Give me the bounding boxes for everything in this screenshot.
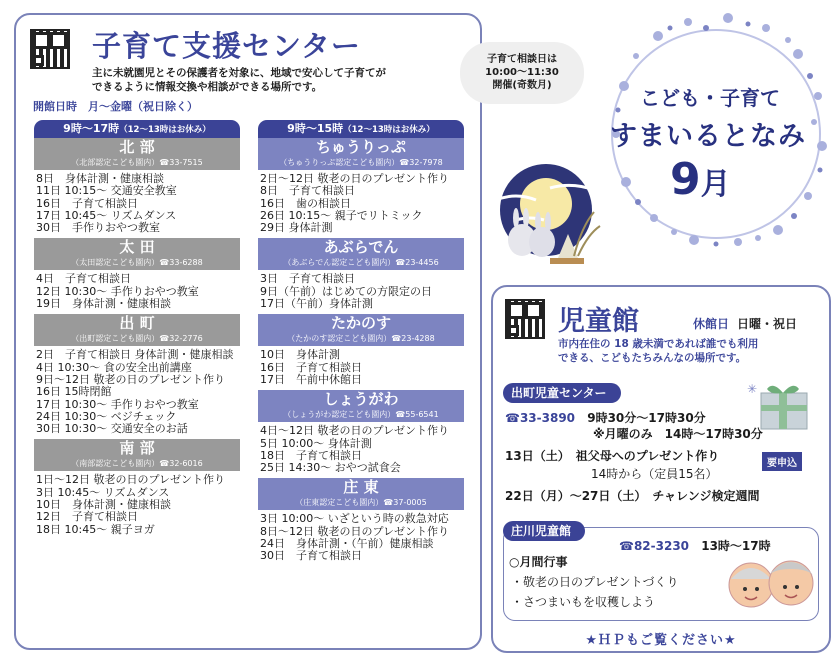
event-item: 12日 子育て相談日 [36, 510, 138, 524]
demachi-event-1-detail: 14時から（定員15名） [591, 467, 718, 481]
event-item: 16日 歯の相談日 [260, 196, 351, 210]
event-item: 5日 10:00～ 身体計測 [260, 436, 372, 450]
event-item: 8日～12日 敬老の日のプレゼント作り [260, 524, 450, 538]
open-days: 開館日時 月～金曜（祝日除く） [33, 100, 198, 113]
event-list [258, 510, 464, 566]
left-schedule-column [34, 120, 240, 540]
event-item: 12日 10:30～ 手作りおやつ教室 [36, 284, 199, 298]
event-item: 17日（午前）身体計測 [260, 297, 373, 311]
facility-name: たかのす [258, 314, 464, 333]
event-item: 4日 10:30～ 食の安全出前講座 [36, 360, 192, 374]
facility-section [258, 138, 464, 238]
gift-box-icon [741, 379, 811, 431]
month-label: 9月 [670, 154, 731, 205]
event-item: 16日 子育て相談日 [260, 360, 362, 374]
facility-name: 太 田 [34, 238, 240, 257]
event-item: 24日 身体計測・（午前）健康相談 [260, 537, 434, 551]
shokawa-tel: ☎82-3230 13時～17時 [619, 539, 771, 553]
jidoukan-panel [491, 285, 831, 653]
consult-bubble: 子育て相談日は 10:00～11:30 開催(奇数月) [460, 42, 584, 104]
event-item: 26日 10:15～ 親子でリトミック [260, 208, 423, 222]
facility-section [258, 390, 464, 478]
event-item: 16日 15時閉館 [36, 385, 112, 399]
facility-section [34, 238, 240, 314]
event-item: 17日 午前中休館日 [260, 372, 362, 386]
facility-contact: （しょうがわ認定こども園内）☎55-6541 [258, 409, 464, 422]
event-item: 16日 子育て相談日 [36, 196, 138, 210]
event-item: 9日（午前）はじめての方限定の日 [260, 284, 432, 298]
facility-name: 南 部 [34, 439, 240, 458]
facility-section [258, 478, 464, 566]
event-item: 30日 手作りおやつ教室 [36, 221, 160, 235]
facility-name: あぶらでん [258, 238, 464, 257]
event-item: 10日 身体計測・健康相談 [36, 498, 171, 512]
monthly-subtitle: こども・子育て [640, 86, 780, 110]
demachi-tel: ☎33-3890 9時30分～17時30分 [505, 411, 706, 425]
event-item: 2日 子育て相談日 身体計測・健康相談 [36, 348, 234, 362]
event-list [258, 170, 464, 238]
event-item: 30日 子育て相談日 [260, 549, 362, 563]
facility-contact: （出町認定こども園内）☎32-2776 [34, 333, 240, 346]
hp-notice: ★ＨＰもご覧ください★ [585, 633, 737, 648]
monthly-title-badge [598, 6, 830, 278]
facility-name: 出 町 [34, 314, 240, 333]
shokawa-item-1: ・敬老の日のプレゼントづくり [511, 575, 679, 589]
jidoukan-title: 児童館 [558, 306, 639, 337]
facility-section [34, 439, 240, 539]
facility-contact: （ちゅうりっぷ認定こども園内）☎32-7978 [258, 157, 464, 170]
grandparents-icon [725, 545, 817, 615]
jidoukan-description: 市内在住の 18 歳未満であれば誰でも利用 できる、こどもたちみんなの場所です。 [558, 338, 759, 364]
facility-section [34, 314, 240, 439]
left-column-header: 9時～17時（12～13時はお休み） [34, 120, 240, 138]
facility-name: 北 部 [34, 138, 240, 157]
event-item: 17日 10:45～ リズムダンス [36, 208, 177, 222]
event-list [258, 270, 464, 314]
event-item: 24日 10:30～ ベジチェック [36, 409, 177, 423]
event-item: 3日 子育て相談日 [260, 272, 355, 286]
event-item: 3日 10:00～ いざという時の救急対応 [260, 512, 449, 526]
event-item: 18日 10:45～ 親子ヨガ [36, 522, 155, 536]
event-item: 17日 10:30～ 手作りおやつ教室 [36, 397, 199, 411]
facility-section [258, 238, 464, 314]
event-item: 3日 10:45～ リズムダンス [36, 485, 170, 499]
event-item: 30日 10:30～ 交通安全のお話 [36, 422, 188, 436]
svg-text:✳: ✳ [747, 382, 758, 396]
event-item: 4日～12日 敬老の日のプレゼント作り [260, 424, 450, 438]
facility-name: 庄 東 [258, 478, 464, 497]
facility-contact: （たかのす認定こども園内）☎23-4288 [258, 333, 464, 346]
event-item: 19日 身体計測・健康相談 [36, 297, 171, 311]
reservation-required-badge: 要申込 [762, 452, 802, 471]
event-item: 1日～12日 敬老の日のプレゼント作り [36, 473, 226, 487]
demachi-event-2: 22日（月）～27日（土） チャレンジ検定週間 [505, 489, 760, 503]
event-list [258, 346, 464, 390]
demachi-event-1: 13日（土） 祖父母へのプレゼント作り [505, 449, 720, 463]
event-item: 8日 子育て相談日 [260, 184, 355, 198]
facility-contact: （あぶらでん認定こども園内）☎23-4456 [258, 257, 464, 270]
event-item: 10日 身体計測 [260, 348, 340, 362]
facility-contact: （北部認定こども園内）☎33-7515 [34, 157, 240, 170]
facility-contact: （太田認定こども園内）☎33-6288 [34, 257, 240, 270]
center-title: 子育て支援センター [92, 29, 361, 63]
facility-contact: （南部認定こども園内）☎32-6016 [34, 458, 240, 471]
event-item: 25日 14:30～ おやつ試食会 [260, 461, 401, 475]
facility-section [34, 138, 240, 238]
event-item: 11日 10:15～ 交通安全教室 [36, 184, 177, 198]
shokawa-monthly-label: ○月間行事 [509, 555, 568, 569]
event-list [34, 471, 240, 539]
event-item: 2日～12日 敬老の日のプレゼント作り [260, 172, 450, 185]
shokawa-tag: 庄川児童館 [503, 521, 585, 541]
right-column-header: 9時～15時（12～13時はお休み） [258, 120, 464, 138]
facility-contact: （庄東認定こども園内）☎37-0005 [258, 497, 464, 510]
event-list [34, 346, 240, 439]
event-list [34, 170, 240, 238]
event-item: 8日 身体計測・健康相談 [36, 172, 164, 185]
event-item: 9日～12日 敬老の日のプレゼント作り [36, 372, 226, 386]
event-item: 29日 身体計測 [260, 221, 333, 235]
shokawa-item-2: ・さつまいもを収穫しよう [511, 595, 656, 609]
demachi-center-tag: 出町児童センター [503, 383, 621, 403]
facility-name: ちゅうりっぷ [258, 138, 464, 157]
event-item: 4日 子育て相談日 [36, 272, 131, 286]
event-list [258, 422, 464, 478]
moon-rabbit-illustration [486, 160, 602, 268]
closed-days: 休館日 日曜・祝日 [693, 317, 798, 331]
center-description: 主に未就園児とその保護者を対象に、地域で安心して子育てが できるように情報交換や相談ができる場所です。 [92, 67, 386, 93]
event-item: 18日 子育て相談日 [260, 448, 362, 462]
moon-rabbit-icon [486, 160, 602, 268]
qr-code-icon[interactable] [30, 29, 70, 69]
event-list [34, 270, 240, 314]
demachi-monday-hours: ※月曜のみ 14時～17時30分 [593, 427, 763, 441]
qr-code-icon[interactable] [505, 299, 545, 339]
right-schedule-column [258, 120, 464, 567]
facility-name: しょうがわ [258, 390, 464, 409]
monthly-title: すまいるとなみ [610, 121, 806, 152]
facility-section [258, 314, 464, 390]
